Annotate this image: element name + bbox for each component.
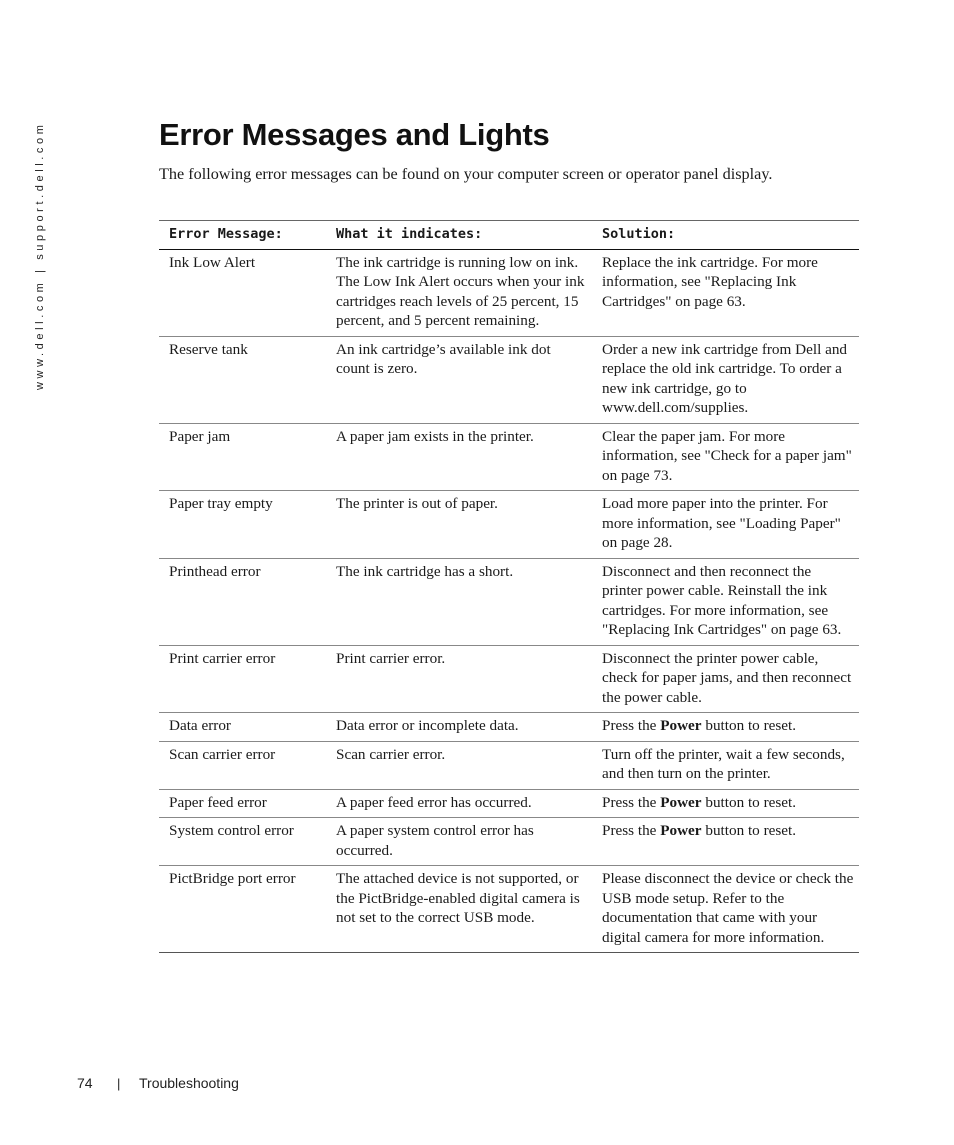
table-row	[159, 645, 859, 713]
table-row	[159, 249, 859, 336]
solution-text-pre: Press the	[602, 793, 661, 811]
solution-cell: Load more paper into the printer. For more information, see "Loading Paper" on page 28.	[592, 491, 859, 559]
indicates-cell: The ink cartridge has a short.	[326, 558, 592, 645]
indicates-cell: A paper system control error has occurred.	[326, 818, 592, 866]
solution-text-post: button to reset.	[701, 717, 797, 734]
indicates-cell: Print carrier error.	[326, 645, 592, 713]
footer-separator: |	[117, 1076, 121, 1091]
solution-cell: Clear the paper jam. For more information, see "Check for a paper jam" on page 73.	[592, 423, 859, 491]
table-row	[159, 741, 859, 789]
error-message-cell: Reserve tank	[159, 336, 326, 423]
page-title: Error Messages and Lights	[159, 117, 550, 152]
power-button-label: Power	[660, 717, 702, 734]
error-message-cell: PictBridge port error	[159, 866, 326, 953]
table-row	[159, 713, 859, 742]
solution-text-pre: Press the	[602, 717, 661, 734]
error-message-cell: Print carrier error	[159, 645, 326, 713]
indicates-cell: The printer is out of paper.	[326, 491, 592, 559]
error-message-cell: Paper jam	[159, 423, 326, 491]
table-row	[159, 866, 859, 953]
error-message-cell: System control error	[159, 818, 326, 866]
solution-text-post: button to reset.	[701, 793, 797, 811]
indicates-cell: The attached device is not supported, or the PictBridge-enabled digital camera is not set to the correct USB mode.	[326, 866, 592, 953]
indicates-cell: The ink cartridge is running low on ink. The Low Ink Alert occurs when your ink cartridges reach levels of 25 percent, 15 percent, and 5 percent remaining.	[326, 249, 592, 336]
page-footer	[77, 1075, 239, 1091]
power-button-label: Power	[660, 793, 702, 811]
solution-cell: Disconnect the printer power cable, check for paper jams, and then reconnect the power cable.	[592, 645, 859, 713]
error-message-cell: Printhead error	[159, 558, 326, 645]
table-row	[159, 423, 859, 491]
solution-cell: Disconnect and then reconnect the printer power cable. Reinstall the ink cartridges. For more information, see "Replacing Ink Cartridges" on page 63.	[592, 558, 859, 645]
table-row	[159, 336, 859, 423]
solution-cell: Replace the ink cartridge. For more information, see "Replacing Ink Cartridges" on page 63.	[592, 249, 859, 336]
indicates-cell: A paper feed error has occurred.	[326, 789, 592, 818]
intro-text: The following error messages can be found on your computer screen or operator panel display.	[159, 165, 773, 183]
header-error-message: Error Message:	[159, 221, 326, 250]
indicates-cell: Scan carrier error.	[326, 741, 592, 789]
header-what-it-indicates: What it indicates:	[326, 221, 592, 250]
table-header-row	[159, 221, 859, 250]
solution-cell: Turn off the printer, wait a few seconds, and then turn on the printer.	[592, 741, 859, 789]
error-table	[159, 220, 859, 953]
indicates-cell: Data error or incomplete data.	[326, 713, 592, 742]
solution-cell	[592, 789, 859, 818]
solution-cell	[592, 713, 859, 742]
table-row	[159, 558, 859, 645]
section-name: Troubleshooting	[139, 1075, 239, 1091]
indicates-cell: An ink cartridge’s available ink dot count is zero.	[326, 336, 592, 423]
error-message-cell: Data error	[159, 713, 326, 742]
solution-cell	[592, 818, 859, 866]
page-number: 74	[77, 1075, 93, 1091]
header-solution: Solution:	[592, 221, 859, 250]
table-row	[159, 491, 859, 559]
power-button-label: Power	[660, 822, 702, 839]
side-url: www.dell.com | support.dell.com	[34, 121, 46, 390]
solution-text-pre: Press the	[602, 822, 661, 839]
error-message-cell: Ink Low Alert	[159, 249, 326, 336]
error-message-cell: Paper tray empty	[159, 491, 326, 559]
table-row	[159, 818, 859, 866]
solution-cell: Order a new ink cartridge from Dell and replace the old ink cartridge. To order a new ink cartridge, go to www.dell.com/supplies.	[592, 336, 859, 423]
error-message-cell: Paper feed error	[159, 789, 326, 818]
indicates-cell: A paper jam exists in the printer.	[326, 423, 592, 491]
solution-cell: Please disconnect the device or check the USB mode setup. Refer to the documentation that came with your digital camera for more information.	[592, 866, 859, 953]
table-row	[159, 789, 859, 818]
solution-text-post: button to reset.	[701, 822, 797, 839]
error-message-cell: Scan carrier error	[159, 741, 326, 789]
